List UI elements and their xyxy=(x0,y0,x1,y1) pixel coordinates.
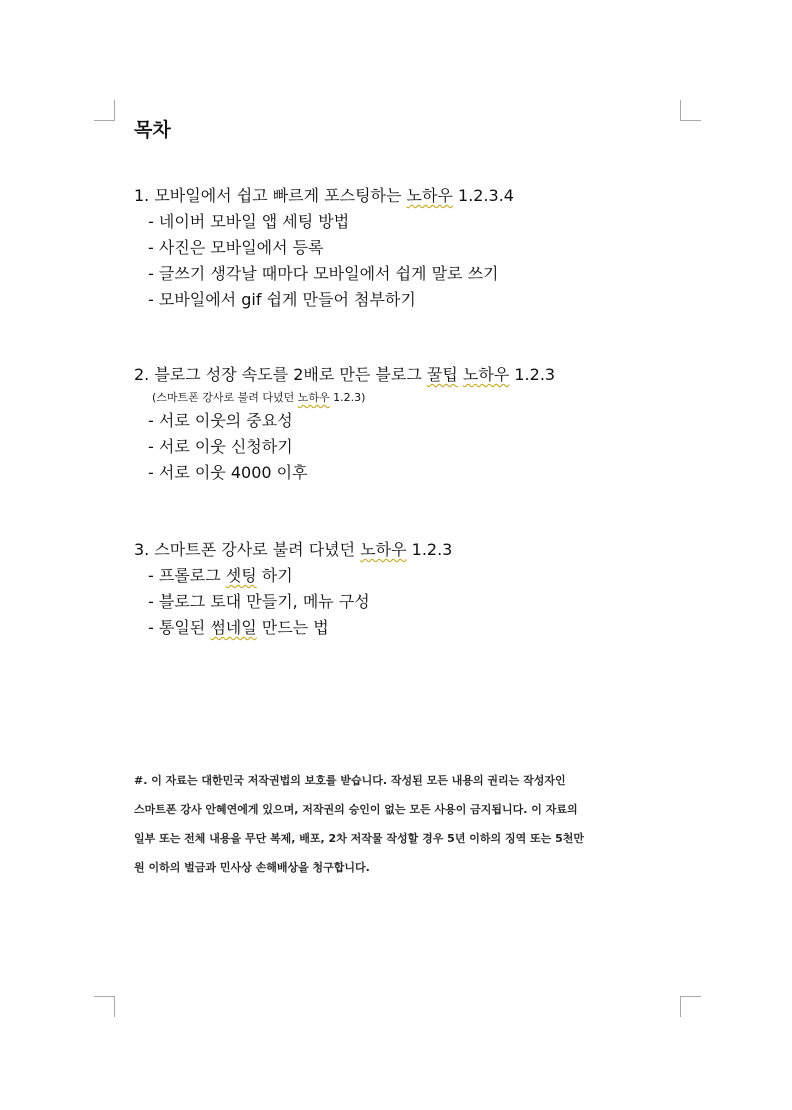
toc-heading-1 xyxy=(134,183,514,209)
toc-section-2 xyxy=(134,362,555,486)
toc-heading-3 xyxy=(134,537,452,563)
toc-heading-text: 1. 모바일에서 쉽고 빠르게 포스팅하는 xyxy=(134,186,407,205)
toc-heading-version: 1.2.3 xyxy=(509,365,556,384)
toc-heading-text: 2. 블로그 성장 속도를 2배로 만든 블로그 xyxy=(134,365,427,384)
toc-section-1 xyxy=(134,183,514,313)
toc-item: - 서로 이웃 신청하기 xyxy=(148,437,293,456)
toc-section-3 xyxy=(134,537,452,641)
copyright-line: #. 이 자료는 대한민국 저작권법의 보호를 받습니다. 작성된 모든 내용의 권리는 작성자인 xyxy=(134,774,566,787)
toc-note-version: 1.2.3) xyxy=(329,391,366,404)
spellcheck-marked-word: 노하우 xyxy=(360,540,407,559)
toc-item-text: - 통일된 xyxy=(148,618,211,637)
toc-item xyxy=(148,563,452,589)
toc-item: - 서로 이웃의 중요성 xyxy=(148,411,293,430)
toc-note xyxy=(152,388,555,408)
toc-item: - 모바일에서 gif 쉽게 만들어 첨부하기 xyxy=(148,290,416,309)
toc-item-text: 하기 xyxy=(256,566,293,585)
toc-item: - 서로 이웃 4000 이후 xyxy=(148,463,308,482)
toc-note-text: (스마트폰 강사로 불려 다녔던 xyxy=(152,391,298,404)
copyright-line: 일부 또는 전체 내용을 무단 복제, 배포, 2차 저작물 작성할 경우 5년 이하의 징역 또는 5천만 xyxy=(134,832,585,845)
copyright-notice xyxy=(134,766,679,882)
toc-heading-version: 1.2.3 xyxy=(406,540,453,559)
toc-heading-text: 3. 스마트폰 강사로 불려 다녔던 xyxy=(134,540,361,559)
spellcheck-marked-word: 셋팅 xyxy=(225,566,257,585)
toc-heading-version: 1.2.3.4 xyxy=(452,186,514,205)
crop-mark-top-left xyxy=(94,100,115,121)
toc-item-text: - 프롤로그 xyxy=(148,566,226,585)
spellcheck-marked-word: 노하우 xyxy=(406,186,453,205)
page-title: 목차 xyxy=(134,119,171,141)
toc-item: - 블로그 토대 만들기, 메뉴 구성 xyxy=(148,592,370,611)
toc-heading-2 xyxy=(134,362,555,388)
toc-item: - 글쓰기 생각날 때마다 모바일에서 쉽게 말로 쓰기 xyxy=(148,264,499,283)
crop-mark-bottom-right xyxy=(680,996,701,1017)
spellcheck-marked-word: 썸네일 xyxy=(210,618,257,637)
spellcheck-marked-word: 노하우 xyxy=(297,391,330,404)
copyright-line: 원 이하의 벌금과 민사상 손해배상을 청구합니다. xyxy=(134,861,370,874)
spellcheck-marked-word: 노하우 xyxy=(462,365,510,384)
spellcheck-marked-word: 꿀팁 xyxy=(426,365,458,384)
copyright-line: 스마트폰 강사 안혜연에게 있으며, 저작권의 승인이 없는 모든 사용이 금지됩니다. 이 자료의 xyxy=(134,803,578,816)
toc-item: - 네이버 모바일 앱 세팅 방법 xyxy=(148,212,350,231)
toc-item-text: 만드는 법 xyxy=(256,618,329,637)
toc-item xyxy=(148,615,452,641)
toc-item: - 사진은 모바일에서 등록 xyxy=(148,238,324,257)
crop-mark-top-right xyxy=(680,100,701,121)
crop-mark-bottom-left xyxy=(94,996,115,1017)
